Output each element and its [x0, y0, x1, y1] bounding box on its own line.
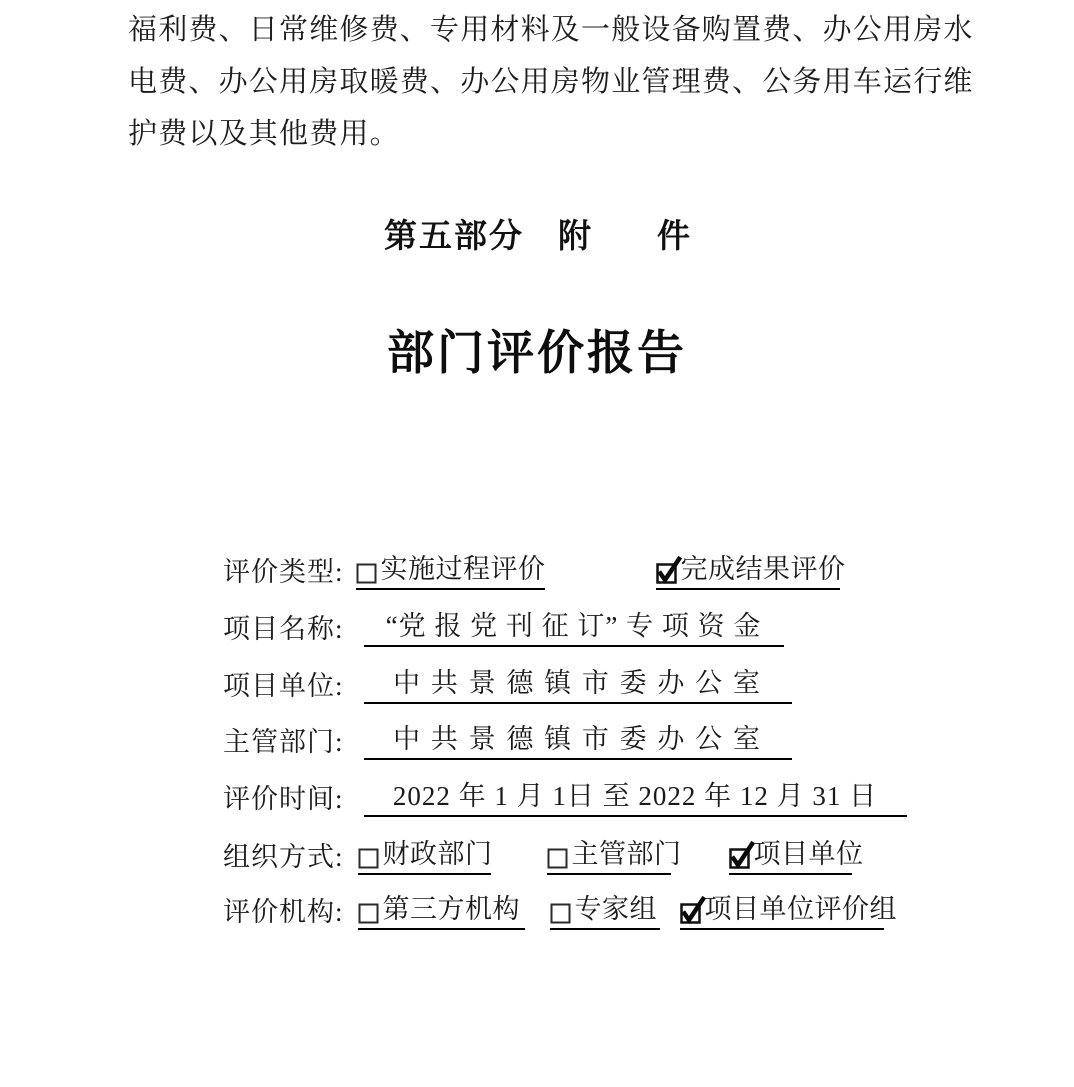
option-project-unit-evaluation-group	[680, 892, 898, 930]
option-label: 专家组	[574, 894, 658, 924]
paragraph-line: 护费以及其他费用。	[128, 118, 400, 150]
option-label: 主管部门	[571, 839, 682, 869]
checkbox-icon[interactable]	[550, 902, 572, 924]
paragraph-line: 电费、办公用房取暖费、办公用房物业管理费、公务用车运行维	[128, 66, 974, 98]
checkbox-icon[interactable]	[656, 562, 678, 584]
project-unit-value: 中 共 景 德 镇 市 委 办 公 室	[364, 666, 792, 704]
section-heading-part: 第五部分	[384, 217, 524, 254]
option-label: 完成结果评价	[680, 554, 846, 584]
option-label: 实施过程评价	[380, 554, 546, 584]
checkbox-icon[interactable]	[680, 902, 702, 924]
option-label: 财政部门	[382, 839, 493, 869]
option-project-unit	[729, 837, 864, 875]
field-label: 评价时间:	[223, 784, 344, 814]
field-label: 项目名称:	[223, 614, 344, 644]
option-label: 第三方机构	[382, 894, 521, 924]
form-row-supervisor-department	[223, 722, 792, 760]
option-label: 项目单位评价组	[704, 894, 898, 924]
checkbox-icon[interactable]	[547, 847, 569, 869]
paragraph-line: 福利费、日常维修费、专用材料及一般设备购置费、办公用房水	[128, 14, 974, 46]
report-title: 部门评价报告	[387, 328, 687, 380]
section-heading-part: 件	[657, 219, 690, 255]
field-label: 评价机构:	[223, 897, 344, 927]
field-label: 主管部门:	[223, 727, 344, 757]
form-row-evaluation-agency	[223, 892, 898, 930]
form-row-project-name	[223, 609, 784, 647]
field-label: 组织方式:	[223, 842, 344, 872]
section-heading	[0, 210, 1074, 257]
body-paragraph	[128, 4, 974, 160]
checkbox-icon[interactable]	[358, 902, 380, 924]
option-finance-department	[358, 837, 491, 875]
checkbox-icon[interactable]	[358, 847, 380, 869]
field-label: 评价类型:	[223, 557, 344, 587]
form-row-evaluation-type	[223, 552, 846, 590]
evaluation-period-value: 2022 年 1 月 1日 至 2022 年 12 月 31 日	[364, 779, 907, 817]
form-row-project-unit	[223, 666, 792, 704]
checkbox-icon[interactable]	[356, 562, 378, 584]
option-process-evaluation	[356, 552, 545, 590]
option-expert-group	[550, 892, 660, 930]
option-result-evaluation	[656, 552, 846, 590]
option-third-party-agency	[358, 892, 525, 930]
form-row-evaluation-period	[223, 779, 907, 817]
supervisor-department-value: 中 共 景 德 镇 市 委 办 公 室	[364, 722, 792, 760]
checkbox-icon[interactable]	[729, 847, 751, 869]
section-heading-part: 附	[558, 219, 591, 255]
form-row-organization-method	[223, 837, 864, 875]
project-name-value: “党 报 党 刊 征 订” 专 项 资 金	[364, 609, 784, 647]
option-label: 项目单位	[753, 839, 864, 869]
field-label: 项目单位:	[223, 671, 344, 701]
option-supervisor-department	[547, 837, 682, 875]
